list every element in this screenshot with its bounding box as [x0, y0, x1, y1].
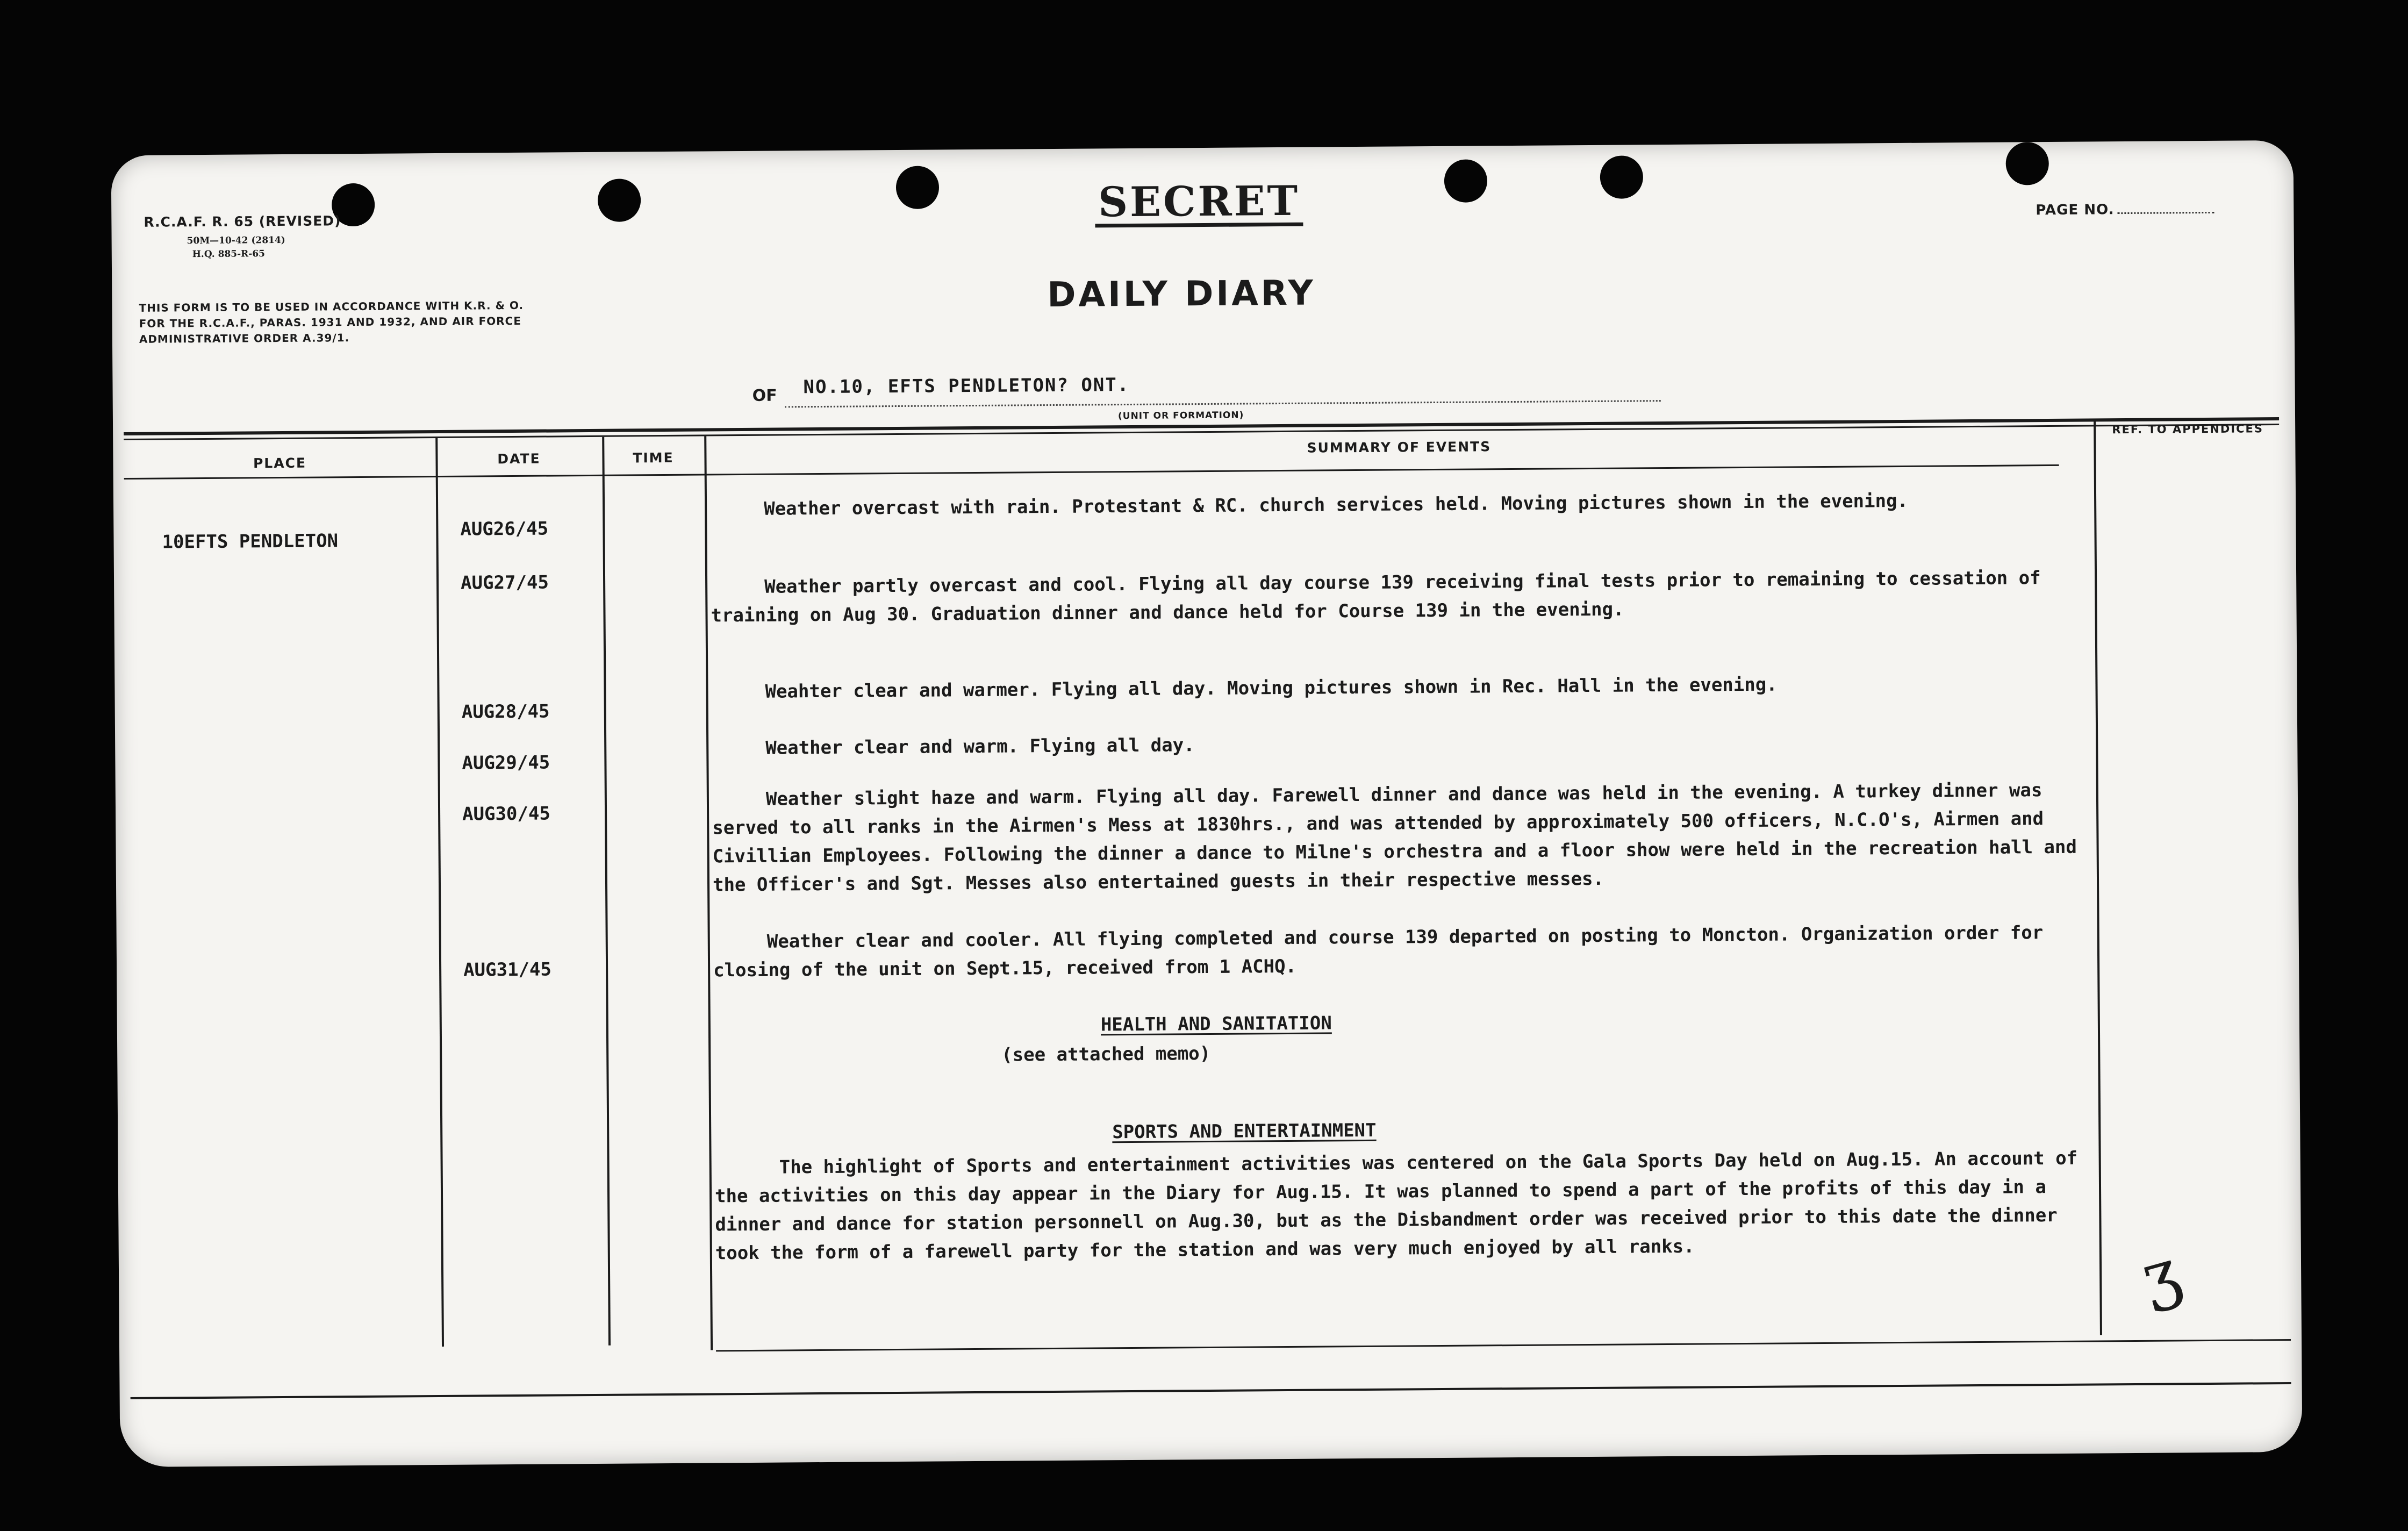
health-heading: HEALTH AND SANITATION: [1100, 1012, 1332, 1036]
page-number-field: [2036, 201, 2214, 218]
diary-entry: Weather overcast with rain. Protestant & RC. church services held. Moving pictures shown in the evening.: [764, 490, 1909, 520]
binder-hole: [2005, 142, 2049, 185]
sports-heading: SPORTS AND ENTERTAINMENT: [1112, 1119, 1377, 1143]
unit-caption: (UNIT OR FORMATION): [1117, 410, 1244, 422]
column-header-summary: SUMMARY OF EVENTS: [1307, 439, 1492, 456]
binder-hole: [896, 166, 940, 209]
binder-hole: [598, 178, 641, 222]
form-instructions: THIS FORM IS TO BE USED IN ACCORDANCE WITH K.R. & O. FOR THE R.C.A.F., PARAS. 1931 AND 1932, AND AIR FORCE ADMINISTRATIVE ORDER A.39/1.: [139, 298, 524, 346]
form-number: R.C.A.F. R. 65 (REVISED): [144, 213, 341, 230]
date-cell: AUG31/45: [463, 958, 552, 981]
diary-entry: Weather slight haze and warm. Flying all day. Farewell dinner and dance was held in the evening. A turkey dinner was served to all ranks in the Airmen's Mess at 1830hrs., and was attended by approximately 500 officers, N.C.O's, Airmen and Civillian Employees. Following the dinner a dance to Milne's orchestra and a floor show were held in the recreation hall and the Officer's and Sgt. Messes also entertained guests in their respective messes.: [712, 779, 2077, 896]
health-note: (see attached memo): [1001, 1042, 1211, 1066]
date-cell: AUG28/45: [461, 700, 550, 723]
page-number-label: PAGE NO.: [2036, 202, 2115, 219]
unit-name: NO.10, EFTS PENDLETON? ONT.: [803, 374, 1130, 398]
diary-form-card: [111, 140, 2303, 1467]
column-header-date: DATE: [497, 450, 541, 467]
date-cell: AUG30/45: [462, 803, 551, 825]
binder-hole: [1444, 159, 1488, 203]
column-header-appendices: REF. TO APPENDICES: [2112, 422, 2264, 437]
date-cell: AUG27/45: [460, 571, 549, 594]
unit-of-label: OF: [752, 386, 777, 405]
page-title: DAILY DIARY: [1047, 273, 1316, 316]
sports-entry: The highlight of Sports and entertainment activities was centered on the Gala Sports Day held on Aug.15. An account of the activities on this day appear in the Diary for Aug.15. It was planned to spend a part of the profits of this day in a dinner and dance for station personnell on Aug.30, but as the Disbandment order was received prior to this date the dinner took the form of a farewell party for the station and was very much enjoyed by all ranks.: [714, 1147, 2078, 1264]
classification-stamp: SECRET: [1095, 180, 1303, 227]
column-header-place: PLACE: [253, 455, 307, 471]
diary-entry: Weahter clear and warmer. Flying all day. Moving pictures shown in Rec. Hall in the evening.: [765, 674, 1778, 703]
form-hq-code: H.Q. 885-R-65: [192, 248, 266, 260]
handwritten-mark: ʒ: [2133, 1234, 2189, 1317]
place-cell: 10EFTS PENDLETON: [162, 530, 339, 553]
diary-entry: Weather partly overcast and cool. Flying all day course 139 receiving final tests prior to remaining to cessation of training on Aug 30. Graduation dinner and dance held for Course 139 in the evening.: [711, 567, 2041, 627]
date-cell: AUG29/45: [462, 752, 550, 774]
binder-hole: [1600, 155, 1644, 199]
form-print-code: 50M—10-42 (2814): [187, 234, 285, 247]
diary-entry: Weather clear and cooler. All flying completed and course 139 departed on posting to Moncton. Organization order for closing of the unit on Sept.15, received from 1 ACHQ.: [713, 922, 2044, 982]
diary-entry: Weather clear and warm. Flying all day.: [765, 734, 1195, 759]
column-header-time: TIME: [633, 449, 674, 466]
date-cell: AUG26/45: [460, 518, 549, 540]
